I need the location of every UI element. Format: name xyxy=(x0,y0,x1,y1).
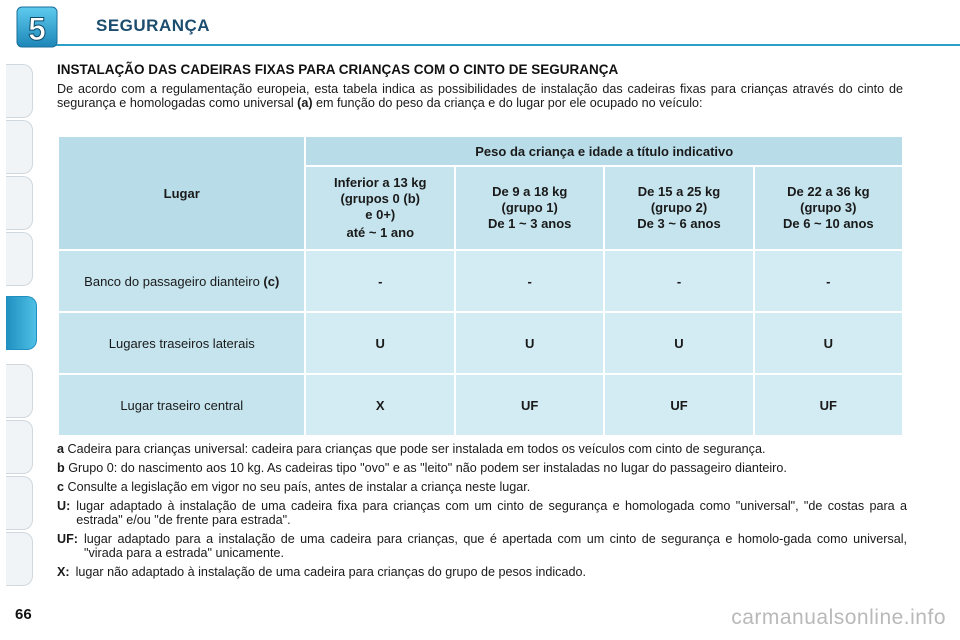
table-cell: - xyxy=(306,251,454,311)
intro-paragraph xyxy=(57,82,903,110)
weight-label: De 15 a 25 kg xyxy=(637,184,721,199)
side-tab[interactable] xyxy=(6,120,33,174)
section-title: INSTALAÇÃO DAS CADEIRAS FIXAS PARA CRIANÇAS COM O CINTO DE SEGURANÇA xyxy=(57,62,619,77)
col-header-lugar: Lugar xyxy=(59,137,304,249)
col-group-header: Peso da criança e idade a título indicativo xyxy=(306,137,902,165)
footnotes xyxy=(57,442,907,584)
weight-label: Inferior a 13 kg xyxy=(334,175,427,190)
intro-text: De acordo com a regulamentação europeia, esta tabela indica as possibilidades de instalação das cadeiras fixas para crianças através do cinto de segurança e homologadas como universal xyxy=(57,82,903,110)
chapter-badge xyxy=(16,6,64,54)
group-label-cont: e 0+) xyxy=(365,207,396,222)
side-tab[interactable] xyxy=(6,420,33,474)
header-rule xyxy=(40,44,960,46)
age-label: De 3 ~ 6 anos xyxy=(637,216,721,231)
weight-header xyxy=(755,167,902,249)
table-cell: UF xyxy=(605,375,752,435)
row-label: Lugar traseiro central xyxy=(59,375,304,435)
legend-x: X: lugar não adaptado à instalação de uma cadeira para crianças do grupo de pesos indicado. xyxy=(57,565,586,579)
age-label: De 6 ~ 10 anos xyxy=(782,216,874,231)
table-cell: UF xyxy=(456,375,603,435)
table-cell: U xyxy=(605,313,752,373)
intro-ref: (a) xyxy=(297,96,313,110)
table-cell: - xyxy=(605,251,752,311)
group-label: (grupo 2) xyxy=(650,200,708,215)
row-label: Lugares traseiros laterais xyxy=(59,313,304,373)
weight-label: De 9 a 18 kg xyxy=(492,184,568,199)
chapter-title: SEGURANÇA xyxy=(96,16,211,35)
age-label: De 1 ~ 3 anos xyxy=(487,216,572,231)
table-cell: - xyxy=(456,251,603,311)
group-label: (grupos 0 (b) xyxy=(340,191,420,206)
table-row xyxy=(59,375,902,435)
group-label: (grupo 3) xyxy=(800,200,857,215)
table-cell: U xyxy=(755,313,902,373)
side-tab[interactable] xyxy=(6,476,33,530)
legend-uf: UF: lugar adaptado para a instalação de uma cadeira para crianças, que é apertada com um cinto de segurança e homolo-gada como universal, "virada para a estrada" unicamente. xyxy=(57,532,907,560)
footnote-c: c Consulte a legislação em vigor no seu país, antes de instalar a criança neste lugar. xyxy=(57,480,531,494)
weight-label: De 22 a 36 kg xyxy=(787,184,870,199)
side-tab[interactable] xyxy=(6,364,33,418)
footnote-b: b Grupo 0: do nascimento aos 10 kg. As cadeiras tipo "ovo" e as "leito" não podem ser instaladas no lugar do passageiro dianteiro. xyxy=(57,461,787,475)
row-label: Banco do passageiro dianteiro (c) xyxy=(59,251,304,311)
table-cell: U xyxy=(306,313,454,373)
weight-header xyxy=(605,167,752,249)
table-row xyxy=(59,251,902,311)
side-tabs xyxy=(0,64,40,584)
weight-header xyxy=(306,167,454,249)
side-tab[interactable] xyxy=(6,532,33,586)
side-tab[interactable] xyxy=(6,176,33,230)
child-seat-table xyxy=(57,135,904,437)
chapter-number: 5 xyxy=(28,11,46,47)
watermark: carmanualsonline.info xyxy=(731,606,946,629)
side-tab-active[interactable] xyxy=(6,296,37,350)
group-label: (grupo 1) xyxy=(501,200,558,215)
table-header-row xyxy=(59,137,902,165)
weight-header xyxy=(456,167,603,249)
page-number: 66 xyxy=(15,606,32,623)
footnote-a: a Cadeira para crianças universal: cadeira para crianças que pode ser instalada em todos os veículos com cinto de segurança. xyxy=(57,442,766,456)
table-row xyxy=(59,313,902,373)
table-cell: UF xyxy=(755,375,902,435)
table-cell: X xyxy=(306,375,454,435)
side-tab[interactable] xyxy=(6,232,33,286)
table-cell: - xyxy=(755,251,902,311)
legend-u: U: lugar adaptado à instalação de uma cadeira fixa para crianças com um cinto de segurança e homologada como "universal", "de costas para a estrada" e/ou "de frente para estrada". xyxy=(57,499,907,527)
age-label: até ~ 1 ano xyxy=(346,225,415,240)
side-tab[interactable] xyxy=(6,64,33,118)
intro-text: em função do peso da criança e do lugar por ele ocupado no veículo: xyxy=(312,96,703,110)
table-cell: U xyxy=(456,313,603,373)
